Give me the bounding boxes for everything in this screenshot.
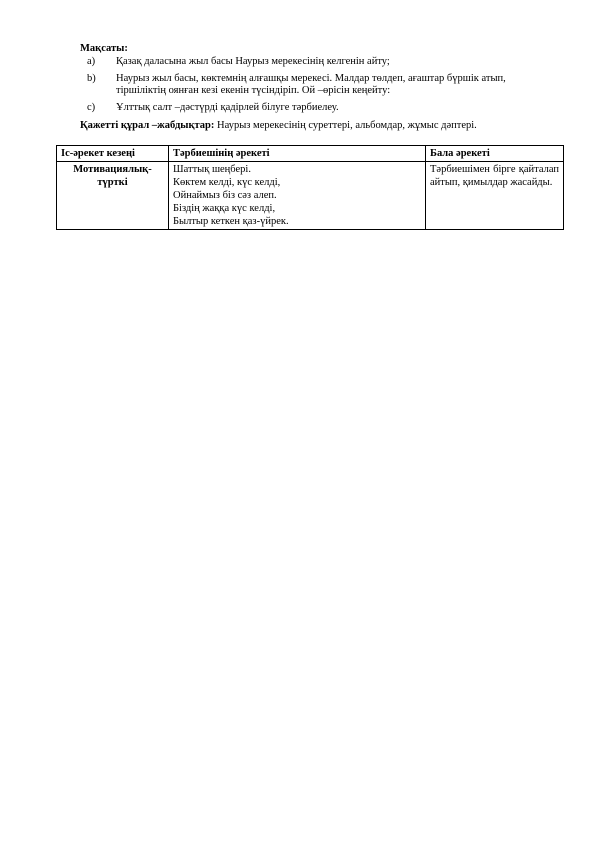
teacher-line: Көктем келді, күс келді, <box>173 177 281 188</box>
goal-text: Қазақ даласына жыл басы Наурыз мерекесінің келгенін айту; <box>116 56 390 67</box>
teacher-line: Біздің жаққа күс келді, <box>173 203 276 214</box>
teacher-line: Былтыр кеткен қаз-үйрек. <box>173 216 289 227</box>
resources-label: Қажетті құрал –жабдықтар: <box>80 120 215 131</box>
goal-text: Наурыз жыл басы, көктемнің алғашқы мерекесі. Малдар төлдеп, ағаштар бүршік атып, тіршіліктің оянған кезі екенін түсіндіріп. Ой –өрісін кеңейту: <box>116 72 506 96</box>
resources-text: Наурыз мерекесінің суреттері, альбомдар, жұмыс дәптері. <box>214 120 477 131</box>
teacher-action-cell <box>169 162 426 230</box>
lesson-plan-table <box>56 145 564 230</box>
teacher-line: Ойнаймыз біз сәз алеп. <box>173 190 277 201</box>
goal-item <box>80 73 550 98</box>
goal-item <box>80 56 550 69</box>
table-row <box>57 162 564 230</box>
goal-list <box>80 56 550 118</box>
goal-marker: b) <box>87 72 96 84</box>
table-header-row <box>57 146 564 162</box>
goal-item <box>80 102 550 115</box>
goals-heading: Мақсаты: <box>80 43 128 54</box>
header-stage: Іс-әрекет кезеңі <box>57 146 169 162</box>
resources-paragraph <box>80 119 550 132</box>
header-teacher-action: Тәрбиешінің әрекеті <box>169 146 426 162</box>
child-action-cell: Тәрбиешімен бірге қайталап айтып, қимылдар жасайды. <box>426 162 564 230</box>
header-child-action: Бала әрекеті <box>426 146 564 162</box>
teacher-line: Шаттық шеңбері. <box>173 164 251 175</box>
stage-cell: Мотивациялық-түрткі <box>57 162 169 230</box>
goal-marker: c) <box>87 101 96 113</box>
goal-text: Ұлттық салт –дәстүрді қадірлей білуге тәрбиелеу. <box>116 101 339 113</box>
goal-marker: a) <box>87 56 96 67</box>
